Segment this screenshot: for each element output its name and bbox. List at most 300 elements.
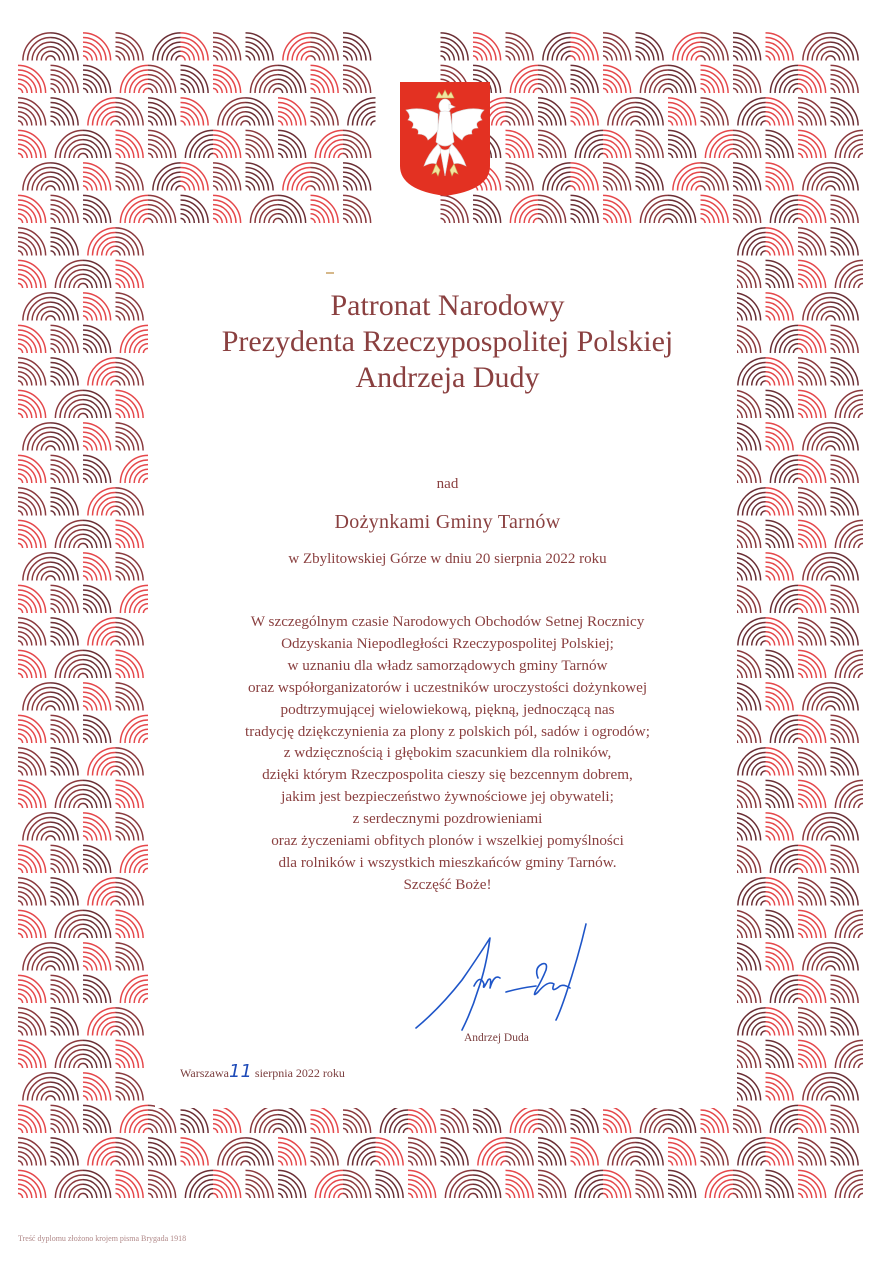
- body-line: Odzyskania Niepodległości Rzeczypospolitej Polskiej;: [281, 634, 614, 652]
- arc-motif: [636, 163, 664, 191]
- arc-motif: [831, 163, 859, 191]
- arc-motif: [473, 1105, 501, 1133]
- arc-motif: [148, 195, 176, 223]
- arc-motif: [181, 1105, 209, 1133]
- arc-motif: [311, 65, 339, 93]
- arc-motif: [18, 260, 46, 288]
- arc-motif: [120, 975, 148, 1003]
- arc-motif: [831, 98, 859, 126]
- arc-motif: [51, 1138, 79, 1166]
- handwritten-day: 11: [229, 1061, 252, 1082]
- arc-motif: [506, 98, 534, 126]
- arc-motif: [83, 423, 111, 451]
- arc-motif: [55, 1170, 83, 1198]
- arc-motif: [798, 130, 826, 158]
- arc-motif: [116, 910, 144, 938]
- arc-motif: [798, 1008, 826, 1036]
- arc-motif: [116, 163, 144, 191]
- arc-motif: [506, 1138, 534, 1166]
- arc-motif: [766, 1040, 794, 1068]
- body-line: dla rolników i wszystkich mieszkańców gminy Tarnów.: [278, 853, 617, 871]
- title-line: Prezydenta Rzeczypospolitej Polskiej: [221, 325, 674, 358]
- arc-motif: [506, 130, 534, 158]
- arc-motif: [148, 65, 176, 93]
- arc-motif: [88, 1008, 116, 1036]
- arc-motif: [51, 98, 79, 126]
- arc-motif: [798, 585, 826, 613]
- arc-motif: [733, 975, 761, 1003]
- arc-motif: [733, 65, 761, 93]
- polish-white-eagle-emblem: [398, 80, 492, 198]
- arc-motif: [51, 423, 79, 451]
- arc-motif: [640, 65, 668, 93]
- arc-motif: [441, 1105, 469, 1133]
- body-line: Szczęść Boże!: [403, 875, 492, 893]
- arc-motif: [51, 1008, 79, 1036]
- arc-motif: [116, 130, 144, 158]
- arc-motif: [116, 260, 144, 288]
- arc-motif: [733, 195, 761, 223]
- arc-motif: [278, 98, 306, 126]
- arc-motif: [83, 1105, 111, 1133]
- arc-motif: [250, 1105, 278, 1133]
- arc-motif: [733, 1073, 761, 1101]
- arc-motif: [705, 130, 733, 158]
- arc-motif: [116, 423, 144, 451]
- arc-motif: [213, 130, 241, 158]
- arc-motif: [213, 163, 241, 191]
- arc-motif: [88, 228, 116, 256]
- arc-motif: [83, 975, 111, 1003]
- arc-motif: [83, 910, 111, 938]
- dedication-text: [0, 611, 895, 896]
- arc-motif: [278, 1170, 306, 1198]
- arc-motif: [701, 33, 729, 61]
- arc-motif: [603, 1170, 631, 1198]
- arc-motif: [766, 423, 794, 451]
- arc-motif: [538, 195, 566, 223]
- arc-motif: [543, 163, 571, 191]
- arc-motif: [153, 163, 181, 191]
- arc-motif: [668, 1138, 696, 1166]
- arc-motif: [343, 1170, 371, 1198]
- arc-motif: [798, 65, 826, 93]
- arc-motif: [18, 585, 46, 613]
- arc-motif: [83, 33, 111, 61]
- arc-motif: [218, 1138, 246, 1166]
- arc-motif: [733, 33, 761, 61]
- arc-motif: [831, 33, 859, 61]
- arc-motif: [23, 423, 51, 451]
- arc-motif: [766, 163, 794, 191]
- arc-motif: [636, 98, 664, 126]
- arc-motif: [18, 1105, 46, 1133]
- arc-motif: [770, 65, 798, 93]
- arc-motif: [571, 98, 599, 126]
- arc-motif: [603, 65, 631, 93]
- arc-motif: [18, 1008, 46, 1036]
- arc-motif: [835, 1170, 863, 1198]
- arc-motif: [181, 163, 209, 191]
- arc-motif: [673, 163, 701, 191]
- arc-motif: [766, 1138, 794, 1166]
- issue-date-line: [180, 1061, 345, 1082]
- body-line: jakim jest bezpieczeństwo żywnościowe jej obywateli;: [281, 788, 614, 806]
- arc-motif: [473, 195, 501, 223]
- arc-motif: [315, 130, 343, 158]
- arc-motif: [831, 1105, 859, 1133]
- arc-motif: [278, 65, 306, 93]
- arc-motif: [803, 943, 831, 971]
- arc-motif: [831, 65, 859, 93]
- arc-motif: [538, 1138, 566, 1166]
- arc-motif: [608, 1138, 636, 1166]
- arc-motif: [766, 1073, 794, 1101]
- arc-motif: [181, 1138, 209, 1166]
- title-line: Andrzeja Dudy: [355, 361, 540, 394]
- arc-motif: [798, 1040, 826, 1068]
- arc-motif: [278, 1138, 306, 1166]
- arc-motif: [185, 1170, 213, 1198]
- arc-motif: [51, 195, 79, 223]
- arc-motif: [473, 33, 501, 61]
- arc-motif: [51, 943, 79, 971]
- arc-motif: [23, 163, 51, 191]
- arc-motif: [18, 910, 46, 938]
- arc-motif: [441, 1138, 469, 1166]
- body-line: oraz życzeniami obfitych plonów i wszelkiej pomyślności: [271, 832, 624, 850]
- arc-motif: [246, 1138, 274, 1166]
- arc-motif: [376, 1138, 404, 1166]
- arc-motif: [83, 1040, 111, 1068]
- arc-motif: [701, 1138, 729, 1166]
- arc-motif: [831, 975, 859, 1003]
- arc-motif: [603, 33, 631, 61]
- arc-motif: [343, 163, 371, 191]
- arc-motif: [571, 65, 599, 93]
- arc-motif: [185, 130, 213, 158]
- arc-motif: [571, 33, 599, 61]
- date-rest: sierpnia 2022 roku: [251, 1066, 345, 1080]
- arc-motif: [701, 195, 729, 223]
- arc-motif: [311, 163, 339, 191]
- arc-motif: [18, 195, 46, 223]
- arc-motif: [733, 585, 761, 613]
- arc-motif: [798, 1138, 826, 1166]
- arc-motif: [473, 1170, 501, 1198]
- arc-motif: [770, 975, 798, 1003]
- arc-motif: [803, 423, 831, 451]
- arc-motif: [51, 163, 79, 191]
- arc-motif: [831, 1008, 859, 1036]
- arc-motif: [636, 33, 664, 61]
- arc-motif: [571, 1105, 599, 1133]
- nad-label: nad: [436, 476, 459, 492]
- arc-motif: [311, 195, 339, 223]
- arc-motif: [246, 163, 274, 191]
- arc-motif: [571, 1138, 599, 1166]
- arc-motif: [538, 130, 566, 158]
- arc-motif: [831, 585, 859, 613]
- arc-motif: [575, 1170, 603, 1198]
- arc-motif: [343, 130, 371, 158]
- arc-motif: [18, 1170, 46, 1198]
- arc-motif: [18, 1138, 46, 1166]
- arc-motif: [831, 1138, 859, 1166]
- arc-motif: [766, 33, 794, 61]
- arc-motif: [148, 1138, 176, 1166]
- arc-motif: [445, 1170, 473, 1198]
- arc-motif: [311, 98, 339, 126]
- arc-motif: [701, 163, 729, 191]
- arc-motif: [213, 65, 241, 93]
- arc-motif: [798, 228, 826, 256]
- arc-motif: [51, 33, 79, 61]
- arc-motif: [55, 260, 83, 288]
- arc-motif: [278, 1105, 306, 1133]
- arc-motif: [733, 260, 761, 288]
- arc-motif: [510, 195, 538, 223]
- arc-motif: [246, 98, 274, 126]
- arc-motif: [148, 98, 176, 126]
- arc-motif: [116, 943, 144, 971]
- arc-motif: [311, 33, 339, 61]
- body-line: w uznaniu dla władz samorządowych gminy Tarnów: [287, 656, 608, 674]
- arc-motif: [668, 130, 696, 158]
- arc-motif: [120, 1105, 148, 1133]
- arc-motif: [116, 1073, 144, 1101]
- arc-motif: [701, 1105, 729, 1133]
- event-name: Dożynkami Gminy Tarnów: [334, 511, 561, 533]
- arc-motif: [153, 33, 181, 61]
- arc-motif: [55, 1040, 83, 1068]
- arc-motif: [218, 98, 246, 126]
- arc-motif: [571, 195, 599, 223]
- body-line: podtrzymującej wielowiekową, piękną, jednoczącą nas: [280, 700, 615, 718]
- arc-motif: [148, 1170, 176, 1198]
- arc-motif: [441, 195, 469, 223]
- arc-motif: [51, 228, 79, 256]
- arc-motif: [120, 585, 148, 613]
- arc-motif: [408, 1170, 436, 1198]
- arc-motif: [538, 1170, 566, 1198]
- arc-motif: [603, 130, 631, 158]
- arc-motif: [83, 943, 111, 971]
- arc-motif: [348, 1138, 376, 1166]
- arc-motif: [831, 423, 859, 451]
- body-line: W szczególnym czasie Narodowych Obchodów Setnej Rocznicy: [250, 613, 645, 630]
- arc-motif: [538, 98, 566, 126]
- arc-motif: [343, 65, 371, 93]
- arc-motif: [116, 33, 144, 61]
- arc-motif: [18, 130, 46, 158]
- body-line: z wdzięcznością i głębokim szacunkiem dla rolników,: [283, 744, 612, 762]
- arc-motif: [733, 163, 761, 191]
- arc-motif: [250, 195, 278, 223]
- arc-motif: [543, 33, 571, 61]
- arc-motif: [668, 195, 696, 223]
- arc-motif: [766, 943, 794, 971]
- arc-motif: [640, 1105, 668, 1133]
- signatory-name: Andrzej Duda: [464, 1032, 529, 1044]
- arc-motif: [603, 163, 631, 191]
- arc-motif: [538, 65, 566, 93]
- arc-motif: [148, 1105, 176, 1133]
- arc-motif: [575, 130, 603, 158]
- arc-motif: [213, 1170, 241, 1198]
- arc-motif: [636, 130, 664, 158]
- arc-motif: [766, 130, 794, 158]
- arc-motif: [798, 98, 826, 126]
- arc-motif: [246, 33, 274, 61]
- arc-motif: [116, 98, 144, 126]
- arc-motif: [83, 1073, 111, 1101]
- arc-motif: [51, 585, 79, 613]
- arc-motif: [83, 1170, 111, 1198]
- arc-motif: [18, 65, 46, 93]
- arc-motif: [733, 943, 761, 971]
- arc-motif: [83, 65, 111, 93]
- arc-motif: [766, 1170, 794, 1198]
- arc-motif: [283, 163, 311, 191]
- arc-motif: [18, 98, 46, 126]
- typeface-footnote: Treść dyplomu złożono krojem pisma Brygada 1918: [18, 1234, 187, 1243]
- arc-motif: [348, 98, 376, 126]
- arc-motif: [766, 98, 794, 126]
- arc-motif: [478, 1138, 506, 1166]
- arc-motif: [803, 33, 831, 61]
- arc-motif: [283, 33, 311, 61]
- arc-motif: [83, 585, 111, 613]
- arc-motif: [831, 1073, 859, 1101]
- arc-motif: [798, 195, 826, 223]
- arc-motif: [181, 33, 209, 61]
- arc-motif: [148, 130, 176, 158]
- arc-motif: [636, 1170, 664, 1198]
- arc-motif: [798, 1170, 826, 1198]
- arc-motif: [441, 33, 469, 61]
- arc-motif: [770, 585, 798, 613]
- arc-motif: [705, 1170, 733, 1198]
- arc-motif: [766, 910, 794, 938]
- arc-motif: [831, 195, 859, 223]
- arc-motif: [668, 1105, 696, 1133]
- arc-motif: [408, 1105, 436, 1133]
- arc-motif: [380, 1105, 408, 1133]
- arc-motif: [88, 1138, 116, 1166]
- arc-motif: [510, 65, 538, 93]
- arc-motif: [55, 130, 83, 158]
- arc-motif: [18, 975, 46, 1003]
- arc-motif: [798, 1105, 826, 1133]
- patronage-title: [0, 288, 895, 396]
- arc-motif: [738, 1008, 766, 1036]
- arc-motif: [55, 910, 83, 938]
- arc-motif: [668, 98, 696, 126]
- arc-motif: [181, 65, 209, 93]
- body-line: dzięki którym Rzeczpospolita cieszy się bezcennym dobrem,: [262, 766, 633, 784]
- arc-motif: [733, 1170, 761, 1198]
- arc-motif: [51, 1105, 79, 1133]
- arc-motif: [246, 130, 274, 158]
- arc-motif: [640, 195, 668, 223]
- arc-motif: [116, 228, 144, 256]
- arc-motif: [311, 1138, 339, 1166]
- arc-motif: [673, 33, 701, 61]
- arc-motif: [376, 1170, 404, 1198]
- arc-motif: [23, 33, 51, 61]
- arc-motif: [343, 33, 371, 61]
- arc-motif: [213, 1105, 241, 1133]
- arc-motif: [181, 195, 209, 223]
- arc-motif: [608, 98, 636, 126]
- arc-motif: [88, 98, 116, 126]
- arc-motif: [278, 195, 306, 223]
- handwritten-signature: [410, 918, 590, 1038]
- arc-motif: [408, 1138, 436, 1166]
- arc-motif: [506, 33, 534, 61]
- arc-motif: [246, 1170, 274, 1198]
- arc-motif: [83, 195, 111, 223]
- arc-motif: [766, 1008, 794, 1036]
- arc-motif: [506, 163, 534, 191]
- arc-motif: [120, 195, 148, 223]
- arc-motif: [83, 260, 111, 288]
- arc-motif: [315, 1170, 343, 1198]
- arc-motif: [18, 1040, 46, 1068]
- body-line: z serdecznymi pozdrowieniami: [352, 810, 543, 828]
- arc-motif: [733, 1105, 761, 1133]
- arc-motif: [278, 130, 306, 158]
- arc-motif: [831, 228, 859, 256]
- arc-motif: [798, 260, 826, 288]
- arc-motif: [603, 1105, 631, 1133]
- arc-motif: [116, 1170, 144, 1198]
- arc-motif: [510, 1105, 538, 1133]
- arc-motif: [213, 33, 241, 61]
- arc-motif: [83, 130, 111, 158]
- arc-motif: [831, 943, 859, 971]
- arc-motif: [51, 1073, 79, 1101]
- arc-motif: [23, 1073, 51, 1101]
- arc-motif: [538, 1105, 566, 1133]
- arc-motif: [116, 1040, 144, 1068]
- arc-motif: [116, 1008, 144, 1036]
- arc-motif: [733, 423, 761, 451]
- arc-motif: [343, 1105, 371, 1133]
- arc-motif: [733, 1040, 761, 1068]
- arc-motif: [343, 195, 371, 223]
- arc-motif: [181, 98, 209, 126]
- arc-motif: [83, 163, 111, 191]
- arc-motif: [668, 65, 696, 93]
- arc-motif: [803, 163, 831, 191]
- body-line: oraz współorganizatorów i uczestników uroczystości dożynkowej: [247, 678, 648, 696]
- arc-motif: [506, 1170, 534, 1198]
- arc-motif: [798, 910, 826, 938]
- arc-motif: [738, 1138, 766, 1166]
- arc-motif: [23, 943, 51, 971]
- arc-motif: [733, 130, 761, 158]
- arc-motif: [766, 228, 794, 256]
- arc-motif: [770, 195, 798, 223]
- decorative-dash: [326, 272, 334, 274]
- arc-motif: [770, 1105, 798, 1133]
- arc-motif: [311, 1105, 339, 1133]
- arc-motif: [835, 260, 863, 288]
- arc-motif: [701, 98, 729, 126]
- arc-motif: [803, 1073, 831, 1101]
